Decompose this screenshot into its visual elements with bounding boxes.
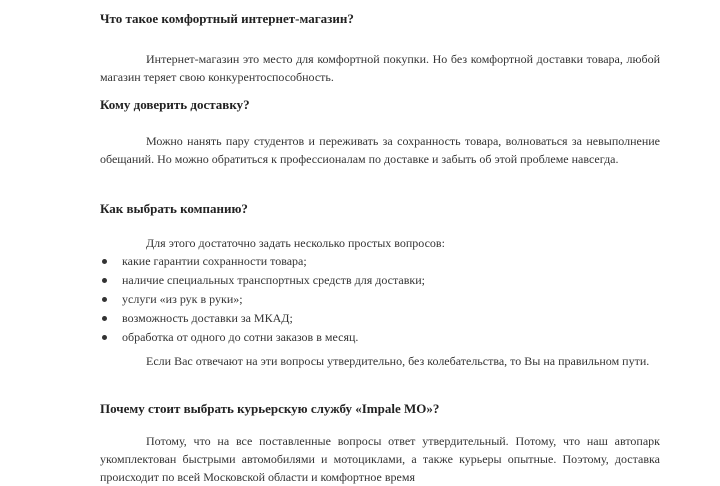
section-paragraph-2: Можно нанять пару студентов и переживать за сохранность товара, волноваться за невыполнение обещаний. Но можно обратиться к профессионалам по доставке и забыть об этой проблеме навсегда. xyxy=(100,134,660,166)
bullet-icon xyxy=(102,259,107,264)
section-paragraph-4: Потому, что на все поставленные вопросы ответ утвердительный. Потому, что наш автопарк укомплектован быстрыми автомобилями и мотоциклами, а также курьеры опытные. Поэтому, доставка происходит по всей Московской области и комфортное время xyxy=(100,434,660,484)
section-heading-1: Что такое комфортный интернет-магазин? xyxy=(100,11,354,26)
section-closing-3: Если Вас отвечают на эти вопросы утвердительно, без колебательства, то Вы на правильном пути. xyxy=(146,354,650,368)
list-item: обработка от одного до сотни заказов в месяц. xyxy=(100,328,660,347)
list-item: наличие специальных транспортных средств для доставки; xyxy=(100,271,660,290)
list-item: возможность доставки за МКАД; xyxy=(100,309,660,328)
section-heading-2: Кому доверить доставку? xyxy=(100,97,250,112)
list-item: услуги «из рук в руки»; xyxy=(100,290,660,309)
list-item: какие гарантии сохранности товара; xyxy=(100,252,660,271)
section-heading-4: Почему стоит выбрать курьерскую службу «Impale MO»? xyxy=(100,401,440,416)
section-intro-3: Для этого достаточно задать несколько простых вопросов: xyxy=(146,236,445,250)
bullet-list xyxy=(100,252,660,347)
bullet-icon xyxy=(102,316,107,321)
bullet-icon xyxy=(102,278,107,283)
section-paragraph-1: Интернет-магазин это место для комфортной покупки. Но без комфортной доставки товара, любой магазин теряет свою конкурентоспособность. xyxy=(100,52,660,84)
bullet-icon xyxy=(102,335,107,340)
section-heading-3: Как выбрать компанию? xyxy=(100,201,248,216)
bullet-icon xyxy=(102,297,107,302)
